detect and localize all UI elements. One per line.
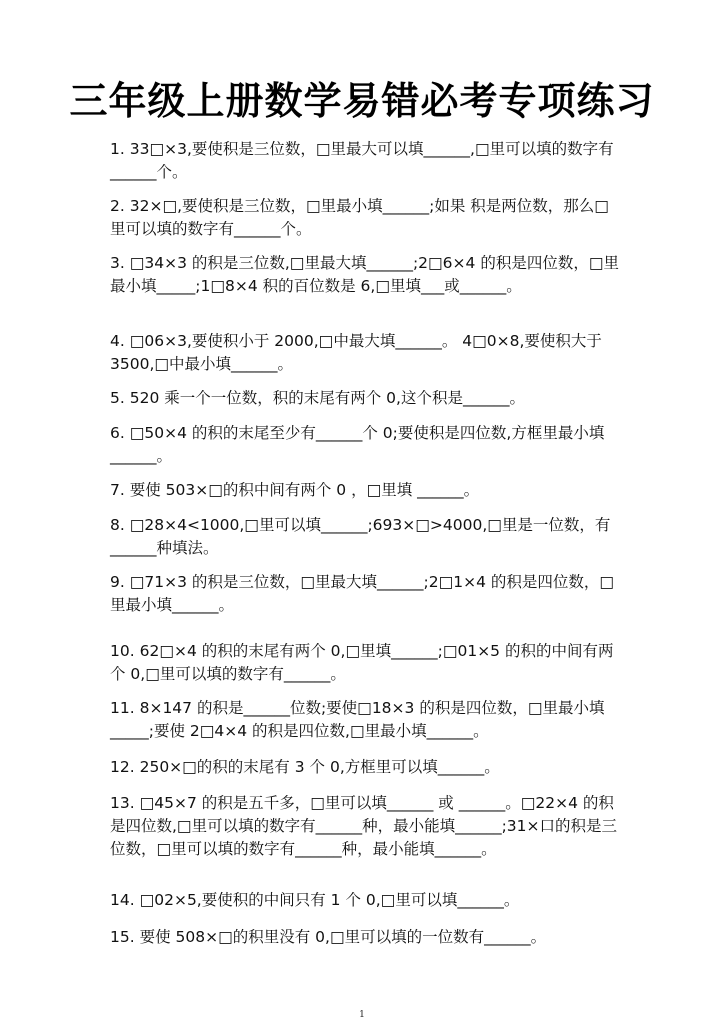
question-8: 8. □28×4<1000,□里可以填______;693×□>4000,□里是一位数，有______种填法。: [110, 516, 611, 557]
question-3: 3. □34×3 的积是三位数,□里最大填______;2□6×4 的积是四位数，□里最小填_____;1□8×4 积的百位数是 6,□里填___或______。: [110, 254, 619, 295]
question-10: 10. 62□×4 的积的末尾有两个 0,□里填______;□01×5 的积的中间有两个 0,□里可以填的数字有______。: [110, 642, 614, 683]
page-number: 1: [359, 1010, 365, 1020]
question-13: 13. □45×7 的积是五千多，□里可以填______ 或 ______。□22×4 的积是四位数,□里可以填的数字有______种，最小能填______;31×口的积是三位数，□里可以填的数字有______种，最小能填______。: [110, 794, 618, 858]
question-12: 12. 250×□的积的末尾有 3 个 0,方框里可以填______。: [110, 758, 500, 776]
question-7: 7. 要使 503×□的积中间有两个 0 ，□里填 ______。: [110, 481, 480, 499]
page-title: 三年级上册数学易错必考专项练习: [69, 79, 655, 123]
question-2: 2. 32×□,要使积是三位数，□里最小填______;如果 积是两位数，那么□里可以填的数字有______个。: [110, 197, 609, 238]
question-11: 11. 8×147 的积是______位数;要使□18×3 的积是四位数，□里最小填_____;要使 2□4×4 的积是四位数,□里最小填______。: [110, 699, 605, 740]
question-1: 1. 33□×3,要使积是三位数，□里最大可以填______,□里可以填的数字有______个。: [110, 140, 614, 181]
question-6: 6. □50×4 的积的末尾至少有______个 0;要使积是四位数,方框里最小填______。: [110, 424, 605, 465]
question-9: 9. □71×3 的积是三位数，□里最大填______;2□1×4 的积是四位数，□里最小填______。: [110, 573, 615, 614]
question-5: 5. 520 乘一个一位数，积的末尾有两个 0,这个积是______。: [110, 389, 525, 407]
question-4: 4. □06×3,要使积小于 2000,□中最大填______。 4□0×8,要使积大于 3500,□中最小填______。: [110, 332, 602, 373]
question-14: 14. □02×5,要使积的中间只有 1 个 0,□里可以填______。: [110, 891, 520, 909]
question-15: 15. 要使 508×□的积里没有 0,□里可以填的一位数有______。: [110, 928, 547, 946]
